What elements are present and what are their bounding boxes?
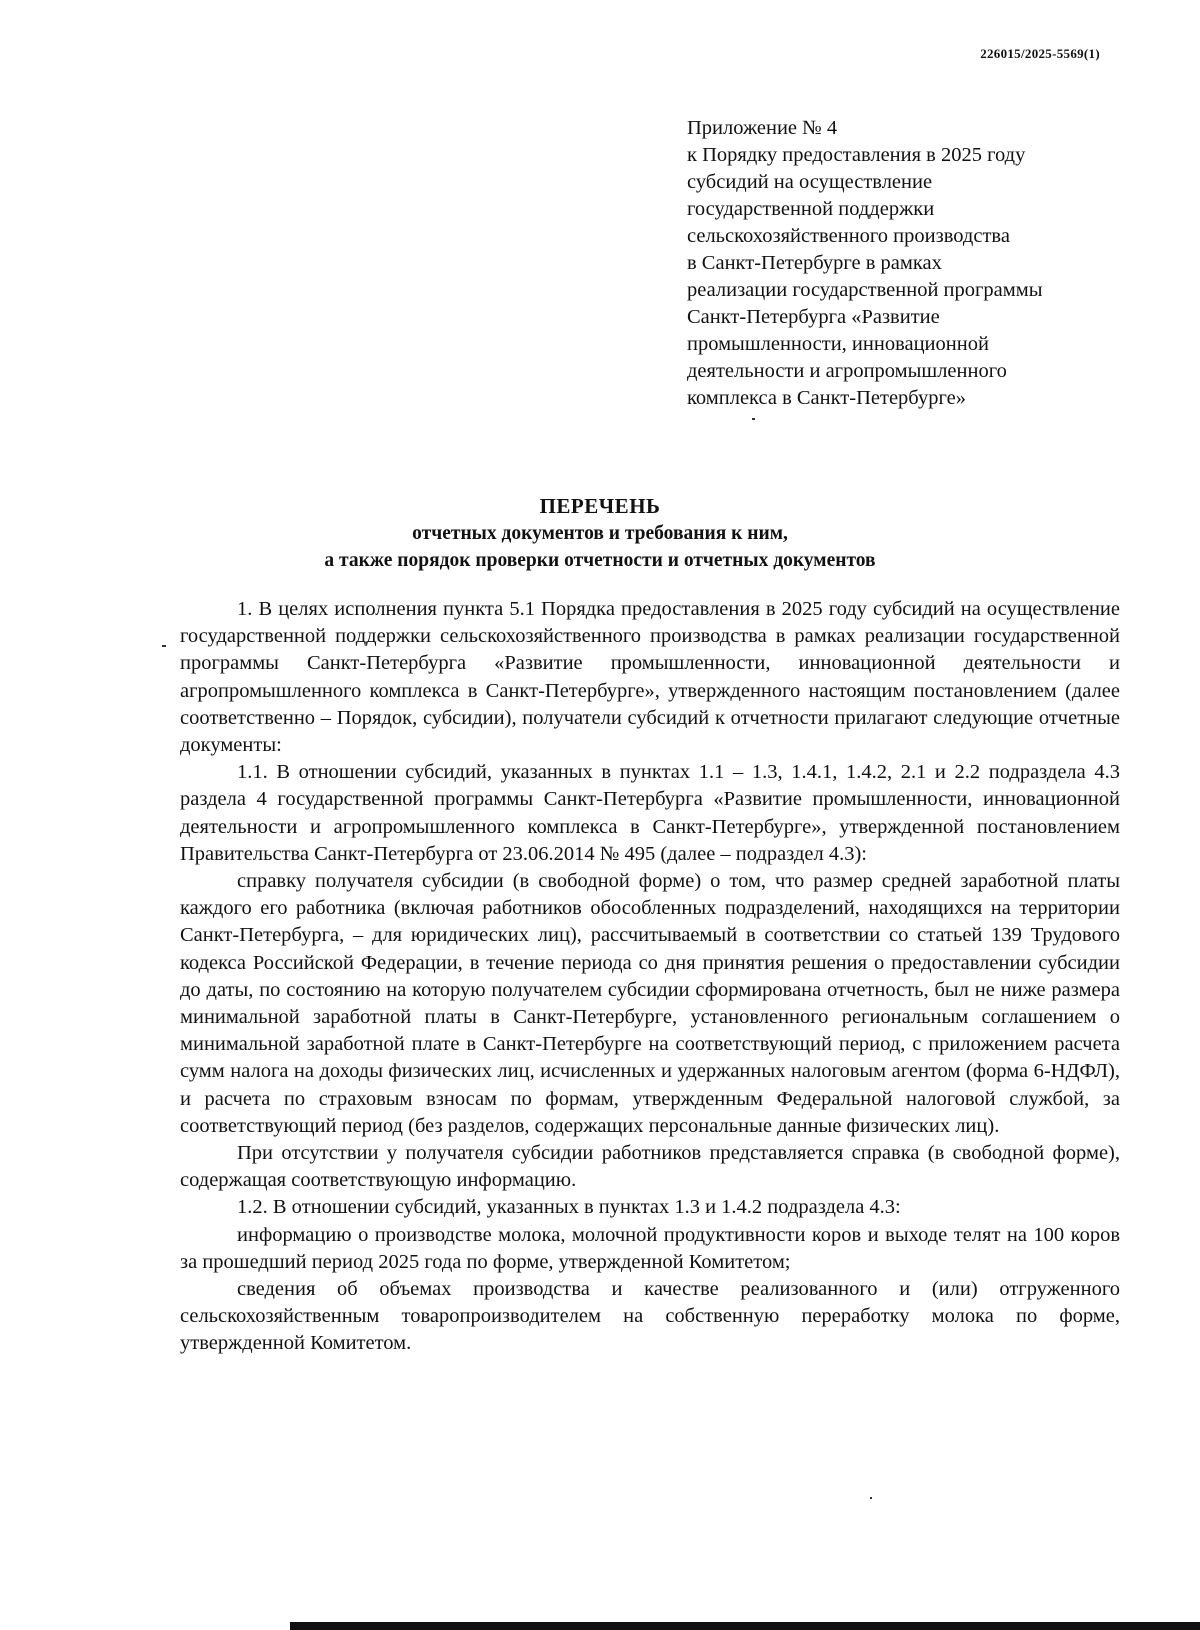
appendix-line: к Порядку предоставления в 2025 году — [687, 144, 1026, 166]
scan-bottom-edge — [290, 1622, 1200, 1630]
document-title-block — [0, 492, 1200, 574]
document-body — [180, 596, 1120, 1358]
document-title: ПЕРЕЧЕНЬ — [539, 494, 661, 518]
document-subtitle-line-1: отчетных документов и требования к ним, — [412, 523, 788, 544]
appendix-line: Приложение № 4 — [687, 117, 838, 139]
paragraph-certificate: справку получателя субсидии (в свободной форме) о том, что размер средней заработной платы каждого его работника (включая работников обособленных подразделений, находящихся на территории Санкт-Петербурга, – для юридических лиц), рассчитываемый в соответствии со статьей 139 Трудового кодекса Российской Федерации, в течение периода со дня принятия решения о предоставлении субсидии до даты, по состоянию на которую получателем субсидии сформирована отчетность, был не ниже размера минимальной заработной платы в Санкт-Петербурге, установленного региональным соглашением о минимальной заработной плате в Санкт-Петербурге на соответствующий период, с приложением расчета сумм налога на доходы физических лиц, исчисленных и удержанных налоговым агентом (форма 6-НДФЛ), и расчета по страховым взносам по формам, утвержденным Федеральной налоговой службой, за соответствующий период (без разделов, содержащих персональные данные физических лиц). — [180, 870, 1120, 1137]
appendix-line: Санкт-Петербурга «Развитие — [687, 306, 940, 328]
document-registration-number: 226015/2025-5569(1) — [980, 46, 1100, 61]
paragraph-milk-volumes: сведения об объемах производства и качестве реализованного и (или) отгруженного сельскохозяйственным товаропроизводителем на собственную переработку молока по форме, утвержденной Комитетом. — [180, 1278, 1120, 1355]
paragraph-1: 1. В целях исполнения пункта 5.1 Порядка предоставления в 2025 году субсидий на осуществление государственной поддержки сельскохозяйственного производства в рамках реализации государственной программы Санкт-Петербурга «Развитие промышленности, инновационной деятельности и агропромышленного комплекса в Санкт-Петербурге», утвержденного настоящим постановлением (далее соответственно – Порядок, субсидии), получатели субсидий к отчетности прилагают следующие отчетные документы: — [180, 598, 1120, 757]
appendix-line: сельскохозяйственного производства — [687, 225, 1010, 247]
appendix-line: субсидий на осуществление — [687, 171, 933, 193]
appendix-header — [687, 115, 1127, 412]
scan-speck — [752, 418, 755, 420]
appendix-line: в Санкт-Петербурге в рамках — [687, 252, 942, 274]
appendix-line: комплекса в Санкт-Петербурге» — [687, 387, 966, 409]
appendix-line: реализации государственной программы — [687, 279, 1043, 301]
paragraph-no-employees: При отсутствии у получателя субсидии работников представляется справка (в свободной форме), содержащая соответствующую информацию. — [180, 1142, 1120, 1192]
scan-speck — [162, 645, 166, 647]
paragraph-milk-production: информацию о производстве молока, молочной продуктивности коров и выходе телят на 100 коров за прошедший период 2025 года по форме, утвержденной Комитетом; — [180, 1223, 1120, 1273]
paragraph-1-1: 1.1. В отношении субсидий, указанных в пунктах 1.1 – 1.3, 1.4.1, 1.4.2, 2.1 и 2.2 подраздела 4.3 раздела 4 государственной программы Санкт-Петербурга «Развитие промышленности, инновационной деятельности и агропромышленного комплекса в Санкт-Петербурге», утвержденной постановлением Правительства Санкт-Петербурга от 23.06.2014 № 495 (далее – подраздел 4.3): — [180, 761, 1120, 865]
appendix-line: деятельности и агропромышленного — [687, 360, 1007, 382]
document-subtitle-line-2: а также порядок проверки отчетности и отчетных документов — [324, 550, 876, 571]
appendix-line: государственной поддержки — [687, 198, 935, 220]
paragraph-1-2: 1.2. В отношении субсидий, указанных в пунктах 1.3 и 1.4.2 подраздела 4.3: — [237, 1196, 901, 1219]
scan-speck — [870, 1497, 872, 1499]
appendix-line: промышленности, инновационной — [687, 333, 989, 355]
